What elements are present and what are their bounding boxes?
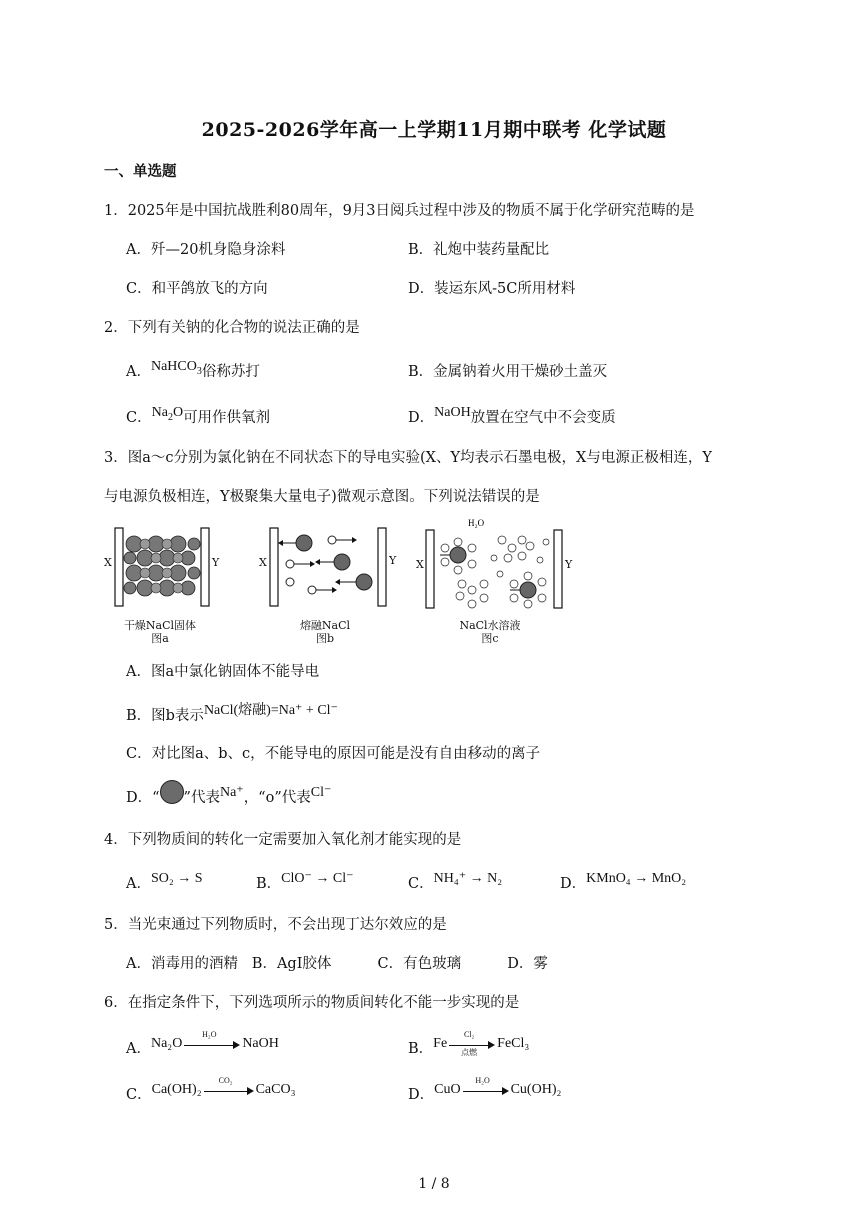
figure-c-diagram (426, 518, 562, 608)
q3-option-c: C．对比图a、b、c，不能导电的原因可能是没有自由移动的离子 (126, 746, 541, 762)
fig-c-caption: NaCl水溶液 图c (459, 619, 521, 645)
q2-c-text: 可用作供氧剂 (183, 410, 271, 426)
q1-option-d: D．装运东风-5C所用材料 (408, 281, 576, 297)
reaction-arrow-icon: CO₂ (204, 1082, 254, 1098)
q3-option-a: A．图a中氯化钠固体不能导电 (126, 664, 320, 680)
page-number: 1 / 8 (418, 1176, 450, 1192)
q2-d-label: D． (408, 410, 435, 426)
fig-a-x-label: X (104, 556, 112, 569)
q4-option-b: B．ClO⁻ → Cl⁻ (256, 871, 354, 892)
page-title: 2025-2026学年高一上学期11月期中联考 化学试题 (201, 119, 667, 141)
q3-b-label: B．图b表示 (126, 708, 204, 724)
q2-a-label: A． (126, 364, 151, 380)
q6-option-a: A．Na₂O H₂O NaOH (126, 1029, 279, 1057)
figure-b-diagram (270, 528, 386, 606)
q1-stem: 1．2025年是中国抗战胜利80周年，9月3日阅兵过程中涉及的物质不属于化学研究范畴的是 (104, 203, 695, 219)
section-heading: 一、单选题 (104, 163, 177, 180)
q1-option-a: A．歼—20机身隐身涂料 (126, 242, 286, 258)
q6-stem: 6．在指定条件下，下列选项所示的物质间转化不能一步实现的是 (104, 995, 520, 1011)
q5-options: A．消毒用的酒精 B．AgI胶体 C．有色玻璃 D．雾 (126, 956, 548, 972)
q3-figure (100, 518, 580, 650)
q1-option-c: C．和平鸽放飞的方向 (126, 281, 268, 297)
q2-a-text: 俗称苏打 (201, 364, 260, 380)
q4-option-a: A．SO₂ → S (126, 871, 203, 892)
q3-d-cl: Cl⁻ (310, 785, 332, 800)
fig-c-x-label: X (416, 558, 424, 571)
fig-a-y-label: Y (212, 556, 220, 569)
q3-stem-line2: 与电源负极相连，Y极聚集大量电子)微观示意图。下列说法错误的是 (104, 489, 540, 505)
fig-b-x-label: X (259, 556, 267, 569)
q3-d-mid2: ，“o”代表 (243, 790, 311, 806)
q3-option-b (126, 704, 338, 725)
q2-option-c (126, 406, 270, 429)
q3-option-d (126, 786, 331, 810)
q5-stem: 5．当光束通过下列物质时，不会出现丁达尔效应的是 (104, 917, 447, 933)
q2-option-d (408, 406, 616, 427)
q3-b-equation: NaCl(熔融)=Na⁺ + Cl⁻ (203, 703, 338, 718)
q2-d-text: 放置在空气中不会变质 (470, 410, 616, 426)
fig-b-y-label: Y (389, 554, 397, 567)
q3-d-mid: ”代表 (183, 790, 220, 806)
fig-b-caption: 熔融NaCl 图b (299, 619, 351, 645)
q2-option-b: B．金属钠着火用干燥砂土盖灭 (408, 364, 608, 380)
q6-option-b: B．Fe Cl₂ 点燃 FeCl₃ (408, 1029, 530, 1057)
q6-option-c: C．Ca(OH)₂ CO₂ CaCO₃ (126, 1075, 296, 1103)
sodium-ion-ball-icon (160, 780, 184, 804)
q4-stem: 4．下列物质间的转化一定需要加入氧化剂才能实现的是 (104, 832, 462, 848)
q3-d-label: D．“ (126, 790, 160, 806)
q2-d-formula: NaOH (434, 405, 471, 420)
q2-option-a (126, 360, 260, 383)
figure-a-diagram (115, 528, 209, 606)
q4-option-d: D．KMnO₄ → MnO₂ (560, 871, 687, 892)
q2-stem: 2．下列有关钠的化合物的说法正确的是 (104, 320, 360, 336)
reaction-arrow-icon: H₂O (184, 1036, 240, 1052)
q3-d-na: Na⁺ (219, 785, 244, 800)
q1-option-b: B．礼炮中装药量配比 (408, 242, 550, 258)
q2-c-label: C． (126, 410, 152, 426)
reaction-arrow-icon: H₂O (463, 1082, 509, 1098)
q2-c-formula: $Na_2O$ (151, 405, 184, 423)
reaction-arrow-icon: Cl₂ 点燃 (449, 1036, 495, 1052)
fig-c-y-label: Y (565, 558, 573, 571)
q3-stem-line1: 3．图a～c分别为氯化钠在不同状态下的导电实验(X、Y均表示石墨电极，X与电源正极相连，Y (104, 450, 712, 466)
q2-a-formula: NaHCO$_3$ (150, 359, 202, 377)
q4-option-c: C．NH₄⁺ → N₂ (408, 871, 503, 892)
fig-a-caption: 干燥NaCl固体 图a (123, 619, 197, 645)
q6-option-d: D．CuO H₂O Cu(OH)₂ (408, 1075, 562, 1103)
h2o-label: H₂O (468, 518, 485, 528)
